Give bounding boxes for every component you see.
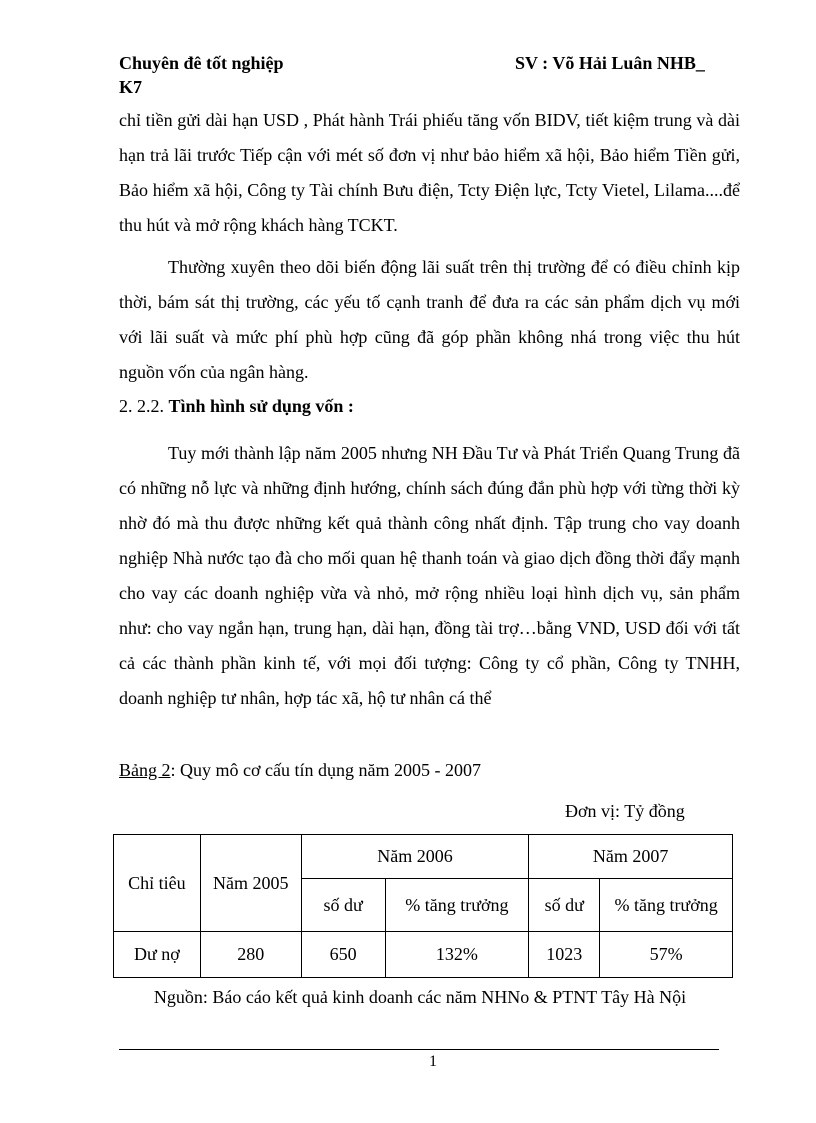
paragraph-capital-usage: Tuy mới thành lập năm 2005 nhưng NH Đầu Tư và Phát Triển Quang Trung đã có những nỗ lực và những định hướng, chính sách đúng đắn phù hợp với từng thời kỳ nhờ đó mà thu được những kết quả thành công nhất định. Tập trung cho vay doanh nghiệp Nhà nước tạo đà cho mối quan hệ thanh toán và giao dịch đồng thời đẩy mạnh cho vay các doanh nghiệp vừa và nhỏ, mở rộng nhiều loại hình dịch vụ, sản phẩm như: cho vay ngắn hạn, trung hạn, dài hạn, đồng tài trợ…bằng VND, USD đối với tất cả các thành phần kinh tế, với mọi đối tượng: Công ty cổ phần, Công ty TNHH, doanh nghiệp tư nhân, hợp tác xã, hộ tư nhân cá thể bbox=[119, 443, 740, 708]
header-student-name: SV : Võ Hải Luân NHB_ bbox=[515, 53, 705, 73]
header-indicator: Chỉ tiêu bbox=[114, 835, 201, 932]
section-number: 2. 2.2. bbox=[119, 396, 164, 416]
cell-balance-2007: 1023 bbox=[529, 932, 600, 978]
cell-balance-2005: 280 bbox=[200, 932, 301, 978]
cell-growth-2007: 57% bbox=[600, 932, 733, 978]
header-class-code: K7 bbox=[119, 77, 143, 97]
subheader-balance-2006: số dư bbox=[301, 879, 385, 932]
section-title: Tình hình sử dụng vốn : bbox=[168, 396, 354, 416]
header-year-2007: Năm 2007 bbox=[529, 835, 733, 879]
table-caption bbox=[119, 760, 481, 781]
cell-growth-2006: 132% bbox=[385, 932, 529, 978]
page-number: 1 bbox=[429, 1053, 437, 1070]
table-source-text: Nguồn: Báo cáo kết quả kinh doanh các năm NHNo & PTNT Tây Hà Nội bbox=[153, 987, 687, 1007]
cell-balance-2006: 650 bbox=[301, 932, 385, 978]
paragraph-interest-monitoring: Thường xuyên theo dõi biến động lãi suất trên thị trường để có điều chỉnh kịp thời, bám sát thị trường, các yếu tố cạnh tranh để đưa ra các sản phẩm dịch vụ mới với lãi suất và mức phí phù hợp cũng đã góp phần không nhá trong việc thu hút nguồn vốn của ngân hàng. bbox=[119, 257, 740, 382]
subheader-balance-2007: số dư bbox=[529, 879, 600, 932]
header-year-2006: Năm 2006 bbox=[301, 835, 529, 879]
subheader-growth-2006: % tăng trưởng bbox=[385, 879, 529, 932]
table-source bbox=[0, 987, 816, 1008]
table-caption-label: Bảng 2 bbox=[119, 760, 171, 780]
credit-structure-table bbox=[113, 834, 733, 978]
header-year-2005: Năm 2005 bbox=[200, 835, 301, 932]
row-label: Dư nợ bbox=[114, 932, 201, 978]
subheader-growth-2007: % tăng trưởng bbox=[600, 879, 733, 932]
section-heading bbox=[119, 396, 354, 417]
table-unit: Đơn vị: Tỷ đồng bbox=[565, 801, 685, 821]
footer-divider bbox=[119, 1049, 719, 1050]
header-doc-title: Chuyên đê tốt nghiệp bbox=[119, 53, 284, 73]
table-caption-text: : Quy mô cơ cấu tín dụng năm 2005 - 2007 bbox=[170, 760, 481, 780]
table-row bbox=[114, 932, 733, 978]
paragraph-deposit-products: chỉ tiền gửi dài hạn USD , Phát hành Trái phiếu tăng vốn BIDV, tiết kiệm trung và dài hạn trả lãi trước Tiếp cận với mét số đơn vị như bảo hiểm xã hội, Bảo hiểm Tiền gửi, Bảo hiểm xã hội, Công ty Tài chính Bưu điện, Tcty Điện lực, Tcty Vietel, Lilama....để thu hút và mở rộng khách hàng TCKT. bbox=[119, 110, 740, 235]
table-header-row bbox=[114, 835, 733, 879]
